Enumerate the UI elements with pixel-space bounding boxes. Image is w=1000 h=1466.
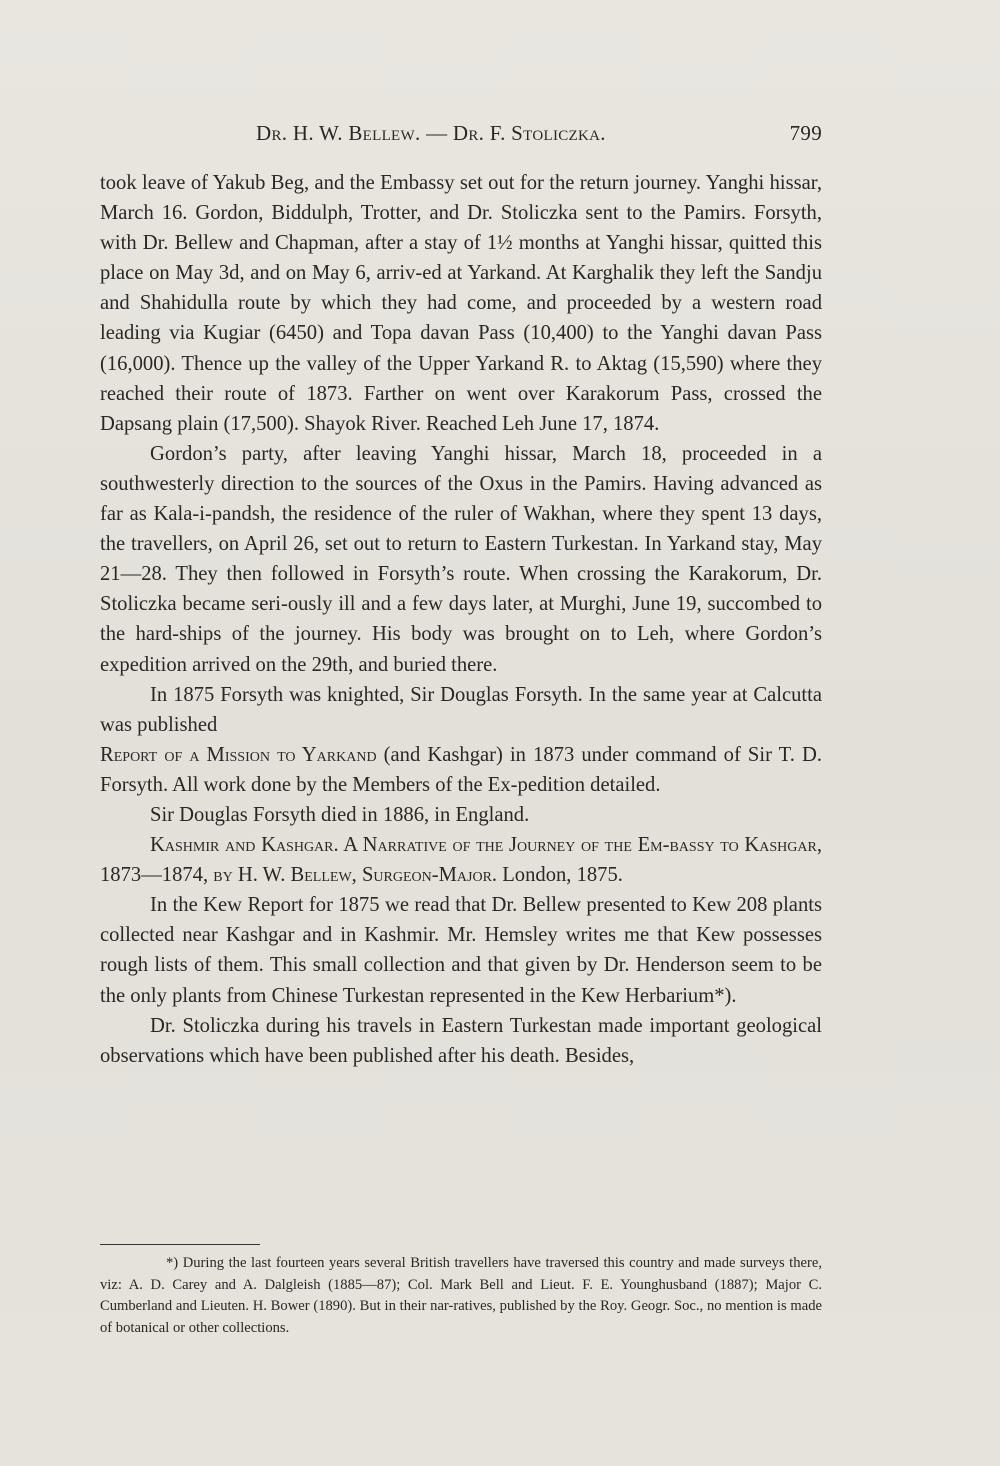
report-title: Report of a Mission to Yarkand: [100, 743, 377, 766]
paragraph-4: [100, 740, 822, 800]
report-details: (and Kashgar) in 1873 under command of Sir T. D. Forsyth. All work done by the Members of the Ex-pedition detailed.: [100, 743, 822, 796]
paragraph-7: In the Kew Report for 1875 we read that Dr. Bellew presented to Kew 208 plants collected near Kashgar and in Kashmir. Mr. Hemsley writes me that Kew possesses rough lists of them. This small collection and that given by Dr. Henderson seem to be the only plants from Chinese Turkestan represented in the Kew Herbarium*).: [100, 894, 822, 1007]
book-title: Kashmir and Kashgar. A Narrative of the Journey of the Em-bassy to Kashgar,: [150, 834, 822, 857]
footnote-text: *) During the last fourteen years several British travellers have traversed this country and made surveys there, viz: A. D. Carey and A. Dalgleish (1885—87); Col. Mark Bell and Lieut. F. E. Younghusband (1887); Major C. Cumberland and Lieuten. H. Bower (1890). But in their nar-ratives, published by the Roy. Geogr. Soc., no mention is made of botanical or other collections.: [100, 1255, 822, 1336]
footnote-rule: [100, 1244, 260, 1245]
paragraph-8: Dr. Stoliczka during his travels in Eastern Turkestan made important geological observations which have been published after his death. Besides,: [100, 1014, 822, 1067]
page-number: 799: [789, 121, 822, 145]
footnote: [100, 1253, 822, 1339]
page-header: [100, 121, 822, 151]
running-head: Dr. H. W. Bellew. — Dr. F. Stoliczka.: [256, 121, 606, 145]
paragraph-3: In 1875 Forsyth was knighted, Sir Douglas Forsyth. In the same year at Calcutta was published: [100, 683, 822, 736]
paragraph-1: took leave of Yakub Beg, and the Embassy set out for the return journey. Yanghi hissar, March 16. Gordon, Biddulph, Trotter, and Dr. Stoliczka sent to the Pamirs. Forsyth, with Dr. Bellew and Chapman, after a stay of 1½ months at Yanghi hissar, quitted this place on May 3d, and on May 6, arriv-ed at Yarkand. At Karghalik they left the Sandju and Shahidulla route by which they had come, and proceeded by a western road leading via Kugiar (6450) and Topa davan Pass (10,400) to the Yanghi davan Pass (16,000). Thence up the valley of the Upper Yarkand R. to Aktag (15,590) where they reached their route of 1873. Farther on went over Karakorum Pass, crossed the Dapsang plain (17,500). Shayok River. Reached Leh June 17, 1874.: [100, 172, 822, 435]
book-author: by H. W. Bellew, Surgeon-Major.: [213, 864, 498, 887]
book-imprint: London, 1875.: [497, 864, 623, 887]
paragraph-5: Sir Douglas Forsyth died in 1886, in England.: [150, 803, 530, 826]
paragraph-2: Gordon’s party, after leaving Yanghi hissar, March 18, proceeded in a southwesterly direction to the sources of the Oxus in the Pamirs. Having advanced as far as Kala-i-pandsh, the residence of the ruler of Wakhan, where they spent 13 days, the travellers, on April 26, set out to return to Eastern Turkestan. In Yarkand stay, May 21—28. They then followed in Forsyth’s route. When crossing the Karakorum, Dr. Stoliczka became seri-ously ill and a few days later, at Murghi, June 19, succombed to the hard-ships of the journey. His body was brought on to Leh, where Gordon’s expedition arrived on the 29th, and buried there.: [100, 442, 822, 676]
book-years: 1873—1874,: [100, 864, 214, 887]
paragraph-6: [100, 830, 822, 890]
body-text: [100, 168, 822, 1071]
